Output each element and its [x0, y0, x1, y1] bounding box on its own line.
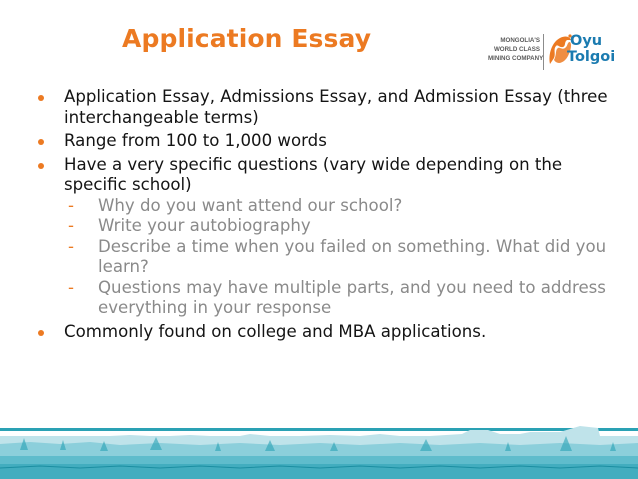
- logo-tagline-line: WORLD CLASS: [493, 46, 540, 53]
- oyu-tolgoi-logo: [488, 24, 616, 84]
- sub-item: [38, 278, 628, 319]
- logo-tagline-line: MINING COMPANY: [488, 55, 544, 62]
- logo-divider: [543, 34, 544, 70]
- bullet-text: Commonly found on college and MBA applications.: [64, 321, 487, 341]
- sub-item: [38, 196, 628, 217]
- sub-dash: -: [68, 277, 74, 297]
- sub-text: Why do you want attend our school?: [98, 195, 403, 215]
- sub-dash: -: [68, 195, 74, 215]
- sub-text: Questions may have multiple parts, and you need to address everything in your response: [98, 277, 606, 317]
- sub-item: [38, 216, 628, 237]
- logo-word-oyu: Oyu: [570, 33, 603, 49]
- sub-dash: -: [68, 236, 74, 256]
- footer-landscape-band: [0, 418, 638, 479]
- slide-title: Application Essay: [122, 24, 372, 53]
- bullet-dot-icon: [38, 139, 44, 145]
- bullet-item: [38, 155, 628, 196]
- logo-tagline: [488, 36, 544, 63]
- bullet-dot-icon: [38, 95, 44, 101]
- logo-tagline-line: MONGOLIA'S: [500, 37, 540, 44]
- sub-text: Write your autobiography: [98, 216, 311, 235]
- bullet-item: [38, 87, 628, 128]
- sub-item: [38, 237, 628, 278]
- bullet-text: Have a very specific questions (vary wide depending on the specific school): [64, 154, 563, 194]
- sub-list: [38, 196, 628, 319]
- logo-word-tolgoi: Tolgoi: [567, 49, 616, 65]
- sub-dash: -: [68, 216, 74, 235]
- bullet-list: [38, 87, 628, 345]
- bullet-item: [38, 131, 628, 152]
- sub-text: Describe a time when you failed on something. What did you learn?: [98, 236, 607, 276]
- bullet-dot-icon: [38, 163, 44, 169]
- bullet-item: [38, 322, 628, 343]
- bullet-text: Range from 100 to 1,000 words: [64, 131, 327, 150]
- bullet-dot-icon: [38, 330, 44, 336]
- bullet-text: Application Essay, Admissions Essay, and Admission Essay (three interchangeable terms): [64, 87, 608, 127]
